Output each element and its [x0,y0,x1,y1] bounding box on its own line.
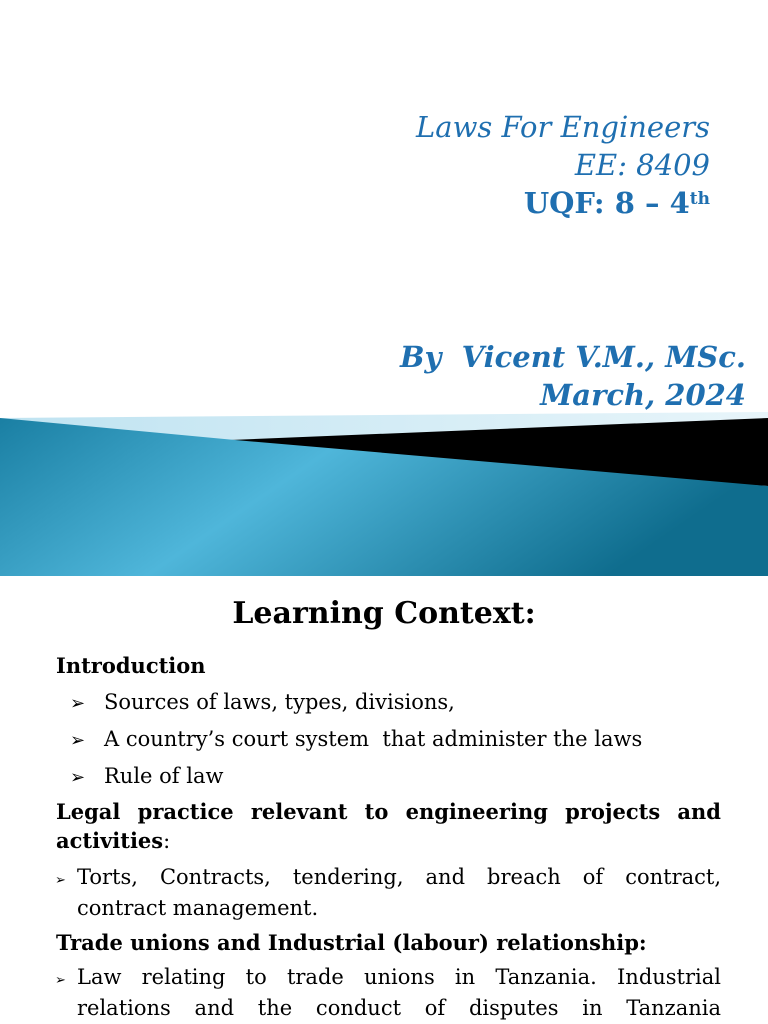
uqf-level [416,184,710,222]
uqf-superscript: th [689,189,710,209]
trade-heading: Trade unions and Industrial (labour) relationship: [56,930,647,955]
intro-bullet [70,688,455,718]
author-line: By Vicent V.M., MSc. [400,340,746,374]
legal-item-line2: contract management. [77,896,319,920]
legal-item-line1: Torts, Contracts, tendering, and breach of contract, [77,865,721,889]
bullet-text: Rule of law [104,764,224,788]
slide-title: Learning Context: [232,596,536,631]
trade-item-line2: relations and the conduct of disputes in Tanzania [77,996,721,1020]
learning-context-slide [0,576,768,1024]
uqf-text: UQF: 8 – 4 [523,186,690,220]
bullet-text: A country’s court system that administer the laws [104,727,643,751]
small-arrow-icon: ➢ [55,873,66,888]
course-code: EE: 8409 [574,148,710,182]
arrow-bullet-icon: ➢ [70,730,86,751]
small-arrow-icon: ➢ [55,973,66,988]
intro-bullet [70,762,223,792]
date-line: March, 2024 [540,378,746,412]
author-block [400,338,746,414]
legal-heading-line1: Legal practice relevant to engineering projects and [56,799,721,824]
arrow-bullet-icon: ➢ [70,693,86,714]
legal-heading-text: activities [56,828,164,853]
intro-heading: Introduction [56,653,206,678]
arrow-bullet-icon: ➢ [70,767,86,788]
course-title: Laws For Engineers [416,110,710,144]
bullet-text: Sources of laws, types, divisions, [104,690,455,714]
intro-bullet [70,725,642,755]
title-block [416,108,710,222]
legal-heading-colon: : [163,829,171,853]
legal-heading-line2 [56,826,721,856]
trade-item-line1: Law relating to trade unions in Tanzania. Industrial [77,965,721,989]
